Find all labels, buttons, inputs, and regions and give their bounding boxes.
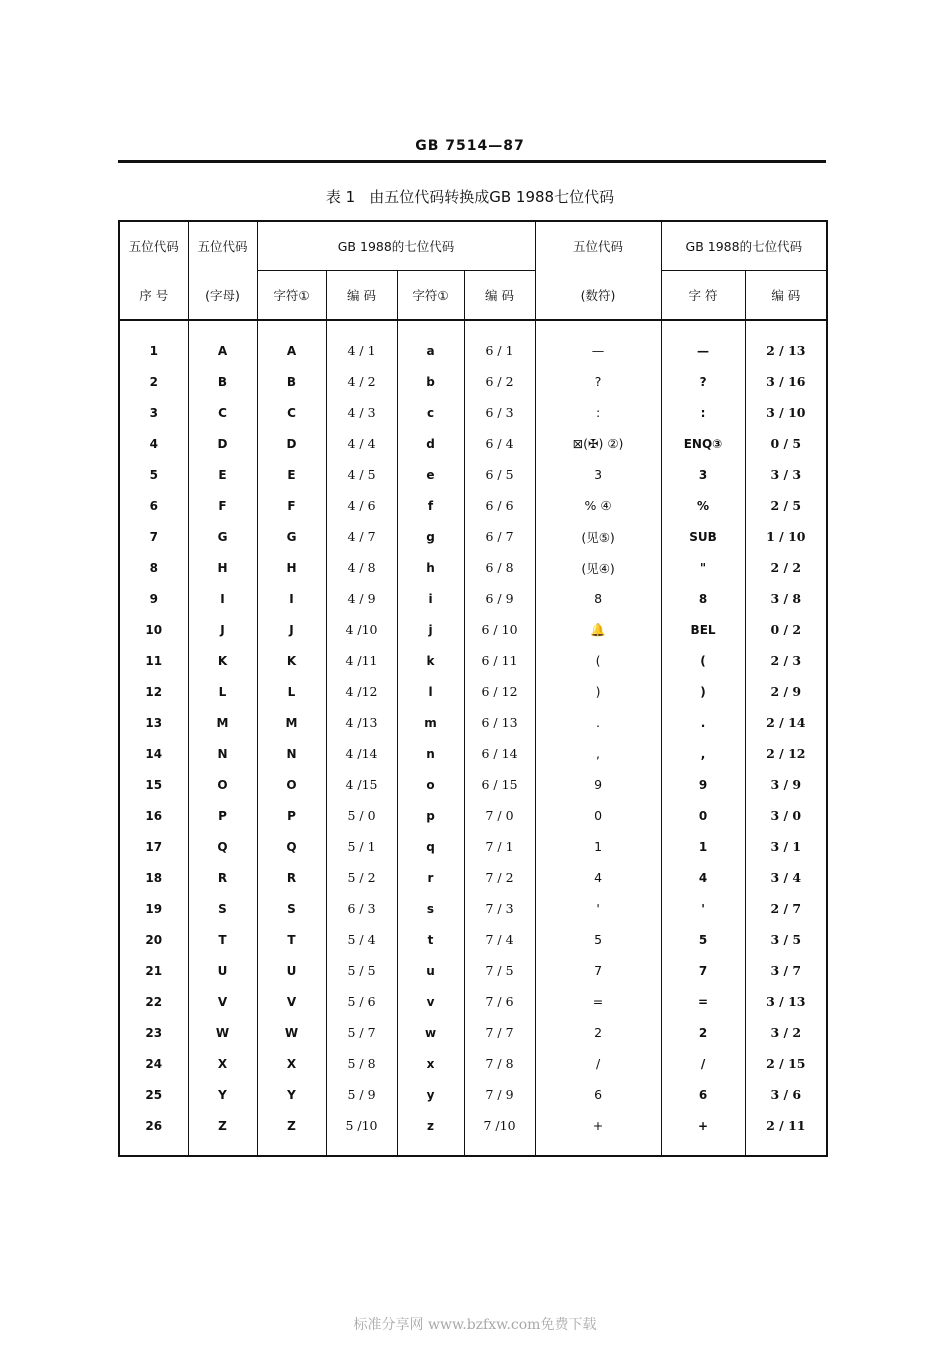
cell-letter: F [188,490,257,521]
cell-sym-char: ' [661,893,745,924]
cell-figure: 0 [535,800,661,831]
cell-char-upper: L [257,676,326,707]
cell-sym-char: + [661,1110,745,1156]
cell-code-upper: 5 / 6 [326,986,397,1017]
cell-letter: B [188,366,257,397]
cell-char-upper: P [257,800,326,831]
cell-char-lower: w [397,1017,464,1048]
cell-letter: K [188,645,257,676]
cell-char-lower: e [397,459,464,490]
cell-sym-char: 1 [661,831,745,862]
cell-char-upper: J [257,614,326,645]
cell-seq: 22 [119,986,188,1017]
cell-char-upper: Z [257,1110,326,1156]
cell-seq: 15 [119,769,188,800]
cell-sym-char: ENQ③ [661,428,745,459]
cell-sym-char: / [661,1048,745,1079]
cell-seq: 9 [119,583,188,614]
cell-char-upper: U [257,955,326,986]
cell-code-lower: 6 / 1 [464,320,535,366]
table-row [119,1079,827,1110]
cell-letter: Z [188,1110,257,1156]
cell-char-lower: p [397,800,464,831]
cell-code-lower: 7 / 5 [464,955,535,986]
cell-code-lower: 6 / 3 [464,397,535,428]
cell-char-lower: d [397,428,464,459]
cell-letter: L [188,676,257,707]
cell-sym-code: 2 / 11 [745,1110,827,1156]
cell-char-lower: k [397,645,464,676]
cell-letter: R [188,862,257,893]
cell-sym-code: 3 / 6 [745,1079,827,1110]
cell-sym-char: ( [661,645,745,676]
cell-figure: 3 [535,459,661,490]
cell-char-lower: y [397,1079,464,1110]
cell-code-lower: 7 /10 [464,1110,535,1156]
cell-figure: 8 [535,583,661,614]
cell-char-upper: K [257,645,326,676]
cell-letter: C [188,397,257,428]
cell-sym-code: 0 / 5 [745,428,827,459]
cell-letter: I [188,583,257,614]
cell-sym-char: . [661,707,745,738]
cell-sym-code: 2 / 15 [745,1048,827,1079]
table-row [119,614,827,645]
cell-code-upper: 4 / 1 [326,320,397,366]
cell-char-lower: z [397,1110,464,1156]
cell-code-lower: 7 / 1 [464,831,535,862]
cell-char-lower: j [397,614,464,645]
cell-char-upper: Q [257,831,326,862]
cell-code-upper: 5 / 2 [326,862,397,893]
cell-char-upper: E [257,459,326,490]
cell-sym-char: 6 [661,1079,745,1110]
cell-seq: 23 [119,1017,188,1048]
cell-figure: — [535,320,661,366]
cell-seq: 6 [119,490,188,521]
cell-code-upper: 4 / 7 [326,521,397,552]
cell-letter: O [188,769,257,800]
footer-watermark: 标准分享网 www.bzfxw.com免费下载 [353,1317,597,1333]
table-row [119,1017,827,1048]
cell-letter: N [188,738,257,769]
cell-sym-code: 3 / 7 [745,955,827,986]
cell-sym-code: 3 / 5 [745,924,827,955]
cell-sym-char: SUB [661,521,745,552]
cell-char-upper: T [257,924,326,955]
cell-letter: D [188,428,257,459]
document-code: GB 7514—87 [415,138,525,154]
cell-sym-char: = [661,986,745,1017]
cell-sym-code: 2 / 5 [745,490,827,521]
cell-sym-char: ) [661,676,745,707]
cell-char-lower: f [397,490,464,521]
cell-code-lower: 6 / 4 [464,428,535,459]
table-row [119,738,827,769]
cell-code-lower: 7 / 9 [464,1079,535,1110]
cell-sym-char: : [661,397,745,428]
cell-sym-char: " [661,552,745,583]
header-figure: (数符) [535,271,661,321]
table-row [119,490,827,521]
cell-figure: (见④) [535,552,661,583]
cell-code-upper: 5 / 8 [326,1048,397,1079]
cell-seq: 18 [119,862,188,893]
table-header-row-1 [119,221,827,271]
cell-char-upper: X [257,1048,326,1079]
cell-code-upper: 4 /13 [326,707,397,738]
cell-char-lower: v [397,986,464,1017]
table-row [119,707,827,738]
cell-char-lower: h [397,552,464,583]
cell-char-lower: n [397,738,464,769]
cell-char-lower: g [397,521,464,552]
cell-char-upper: R [257,862,326,893]
table-row [119,397,827,428]
cell-seq: 7 [119,521,188,552]
cell-code-lower: 6 / 14 [464,738,535,769]
cell-char-upper: S [257,893,326,924]
table-row [119,428,827,459]
cell-sym-code: 2 / 2 [745,552,827,583]
cell-sym-code: 2 / 12 [745,738,827,769]
cell-sym-code: 3 / 9 [745,769,827,800]
header-seven-bit-letters-group: GB 1988的七位代码 [257,221,535,271]
cell-sym-char: 7 [661,955,745,986]
cell-sym-code: 2 / 7 [745,893,827,924]
cell-sym-code: 3 / 13 [745,986,827,1017]
table-caption: 由五位代码转换成GB 1988七位代码 [369,188,615,206]
cell-code-lower: 7 / 0 [464,800,535,831]
cell-letter: U [188,955,257,986]
cell-sym-code: 2 / 13 [745,320,827,366]
cell-char-upper: W [257,1017,326,1048]
table-body [119,320,827,1156]
cell-char-upper: H [257,552,326,583]
cell-char-lower: x [397,1048,464,1079]
cell-letter: J [188,614,257,645]
cell-figure: + [535,1110,661,1156]
cell-figure: (见⑤) [535,521,661,552]
cell-char-upper: I [257,583,326,614]
cell-char-lower: m [397,707,464,738]
cell-char-upper: V [257,986,326,1017]
cell-sym-char: % [661,490,745,521]
cell-char-lower: o [397,769,464,800]
header-rule [118,160,826,163]
cell-code-lower: 7 / 6 [464,986,535,1017]
cell-letter: Q [188,831,257,862]
cell-letter: X [188,1048,257,1079]
cell-code-upper: 4 /10 [326,614,397,645]
cell-figure: ) [535,676,661,707]
cell-seq: 8 [119,552,188,583]
cell-char-lower: q [397,831,464,862]
cell-sym-code: 3 / 1 [745,831,827,862]
cell-code-upper: 5 / 5 [326,955,397,986]
cell-char-upper: Y [257,1079,326,1110]
cell-letter: M [188,707,257,738]
cell-figure: = [535,986,661,1017]
cell-figure: : [535,397,661,428]
cell-sym-code: 3 / 4 [745,862,827,893]
cell-code-upper: 4 /15 [326,769,397,800]
table-title [0,186,940,207]
cell-code-lower: 7 / 4 [464,924,535,955]
header-sym-char: 字 符 [661,271,745,321]
cell-code-upper: 4 / 6 [326,490,397,521]
cell-letter: S [188,893,257,924]
cell-figure: 4 [535,862,661,893]
cell-char-upper: D [257,428,326,459]
table-header-row-2 [119,271,827,321]
cell-code-upper: 5 /10 [326,1110,397,1156]
table-row [119,769,827,800]
cell-seq: 21 [119,955,188,986]
header-sym-code: 编 码 [745,271,827,321]
cell-figure: 2 [535,1017,661,1048]
cell-code-lower: 7 / 8 [464,1048,535,1079]
cell-char-upper: N [257,738,326,769]
cell-seq: 24 [119,1048,188,1079]
table-row [119,583,827,614]
header-char-upper: 字符① [257,271,326,321]
cell-figure: % ④ [535,490,661,521]
cell-figure: / [535,1048,661,1079]
cell-letter: A [188,320,257,366]
cell-letter: P [188,800,257,831]
cell-seq: 25 [119,1079,188,1110]
cell-code-lower: 6 / 7 [464,521,535,552]
cell-char-upper: F [257,490,326,521]
table-row [119,676,827,707]
header-five-bit-letter-top: 五位代码 [188,221,257,271]
cell-figure: 7 [535,955,661,986]
cell-sym-code: 3 / 8 [745,583,827,614]
cell-char-upper: A [257,320,326,366]
conversion-table [118,220,828,1157]
cell-sym-char: 5 [661,924,745,955]
cell-seq: 3 [119,397,188,428]
header-code-lower: 编 码 [464,271,535,321]
cell-figure: 🔔 [535,614,661,645]
cell-letter: W [188,1017,257,1048]
cell-letter: E [188,459,257,490]
cell-sym-code: 3 / 0 [745,800,827,831]
cell-figure: 6 [535,1079,661,1110]
table-row [119,893,827,924]
cell-seq: 12 [119,676,188,707]
cell-code-upper: 4 /14 [326,738,397,769]
table-row [119,521,827,552]
cell-seq: 2 [119,366,188,397]
header-letter: (字母) [188,271,257,321]
cell-seq: 26 [119,1110,188,1156]
cell-letter: H [188,552,257,583]
cell-figure: ? [535,366,661,397]
cell-char-upper: G [257,521,326,552]
cell-char-lower: c [397,397,464,428]
cell-char-upper: C [257,397,326,428]
cell-sym-code: 3 / 10 [745,397,827,428]
cell-sym-char: 4 [661,862,745,893]
cell-sym-code: 2 / 14 [745,707,827,738]
cell-sym-code: 3 / 3 [745,459,827,490]
cell-code-lower: 6 / 6 [464,490,535,521]
table-row [119,955,827,986]
table-row [119,924,827,955]
cell-char-lower: s [397,893,464,924]
cell-figure: 9 [535,769,661,800]
cell-figure: 1 [535,831,661,862]
table-row [119,645,827,676]
cell-code-upper: 5 / 0 [326,800,397,831]
cell-figure: , [535,738,661,769]
cell-seq: 13 [119,707,188,738]
cell-figure: ' [535,893,661,924]
cell-char-lower: u [397,955,464,986]
cell-sym-char: 0 [661,800,745,831]
cell-figure: 5 [535,924,661,955]
cell-seq: 14 [119,738,188,769]
cell-code-lower: 7 / 3 [464,893,535,924]
cell-code-lower: 7 / 2 [464,862,535,893]
header-five-bit-seq-top: 五位代码 [119,221,188,271]
cell-letter: Y [188,1079,257,1110]
cell-sym-char: — [661,320,745,366]
table-row [119,459,827,490]
table-row [119,986,827,1017]
cell-sym-char: , [661,738,745,769]
cell-code-lower: 6 / 12 [464,676,535,707]
cell-sym-code: 3 / 2 [745,1017,827,1048]
cell-letter: V [188,986,257,1017]
cell-seq: 19 [119,893,188,924]
cell-code-upper: 5 / 7 [326,1017,397,1048]
cell-code-upper: 5 / 9 [326,1079,397,1110]
cell-char-lower: l [397,676,464,707]
cell-seq: 17 [119,831,188,862]
header-five-bit-figure-top: 五位代码 [535,221,661,271]
table-row [119,552,827,583]
cell-sym-code: 2 / 9 [745,676,827,707]
cell-seq: 16 [119,800,188,831]
cell-code-upper: 5 / 4 [326,924,397,955]
cell-seq: 11 [119,645,188,676]
cell-sym-code: 3 / 16 [745,366,827,397]
header-char-lower: 字符① [397,271,464,321]
cell-char-lower: a [397,320,464,366]
table-row [119,800,827,831]
cell-code-upper: 4 / 2 [326,366,397,397]
cell-code-lower: 6 / 8 [464,552,535,583]
table-row [119,366,827,397]
cell-code-lower: 7 / 7 [464,1017,535,1048]
cell-sym-char: 9 [661,769,745,800]
table-row [119,1048,827,1079]
table-row [119,1110,827,1156]
cell-code-lower: 6 / 13 [464,707,535,738]
cell-seq: 5 [119,459,188,490]
cell-char-upper: M [257,707,326,738]
cell-code-lower: 6 / 2 [464,366,535,397]
cell-figure: ⊠(✠) ②) [535,428,661,459]
cell-seq: 1 [119,320,188,366]
cell-sym-char: 3 [661,459,745,490]
cell-char-upper: O [257,769,326,800]
cell-char-lower: r [397,862,464,893]
cell-code-lower: 6 / 9 [464,583,535,614]
cell-code-lower: 6 / 15 [464,769,535,800]
cell-code-upper: 4 / 5 [326,459,397,490]
cell-sym-code: 2 / 3 [745,645,827,676]
cell-code-upper: 6 / 3 [326,893,397,924]
cell-code-upper: 4 / 9 [326,583,397,614]
cell-char-lower: b [397,366,464,397]
cell-code-upper: 4 /11 [326,645,397,676]
cell-char-lower: t [397,924,464,955]
cell-figure: ( [535,645,661,676]
table-row [119,831,827,862]
header-code-upper: 编 码 [326,271,397,321]
cell-code-upper: 4 /12 [326,676,397,707]
cell-code-upper: 4 / 8 [326,552,397,583]
cell-seq: 20 [119,924,188,955]
cell-letter: T [188,924,257,955]
cell-code-upper: 5 / 1 [326,831,397,862]
table-number: 表 1 [325,188,356,206]
cell-code-upper: 4 / 3 [326,397,397,428]
cell-sym-char: 8 [661,583,745,614]
table-row [119,320,827,366]
cell-sym-char: 2 [661,1017,745,1048]
cell-code-lower: 6 / 10 [464,614,535,645]
cell-sym-char: BEL [661,614,745,645]
cell-seq: 10 [119,614,188,645]
cell-char-upper: B [257,366,326,397]
cell-letter: G [188,521,257,552]
cell-sym-char: ? [661,366,745,397]
table-row [119,862,827,893]
cell-sym-code: 1 / 10 [745,521,827,552]
cell-char-lower: i [397,583,464,614]
cell-code-upper: 4 / 4 [326,428,397,459]
cell-code-lower: 6 / 5 [464,459,535,490]
header-seven-bit-figures-group: GB 1988的七位代码 [661,221,827,271]
cell-seq: 4 [119,428,188,459]
cell-sym-code: 0 / 2 [745,614,827,645]
cell-figure: . [535,707,661,738]
cell-code-lower: 6 / 11 [464,645,535,676]
header-seq: 序 号 [119,271,188,321]
